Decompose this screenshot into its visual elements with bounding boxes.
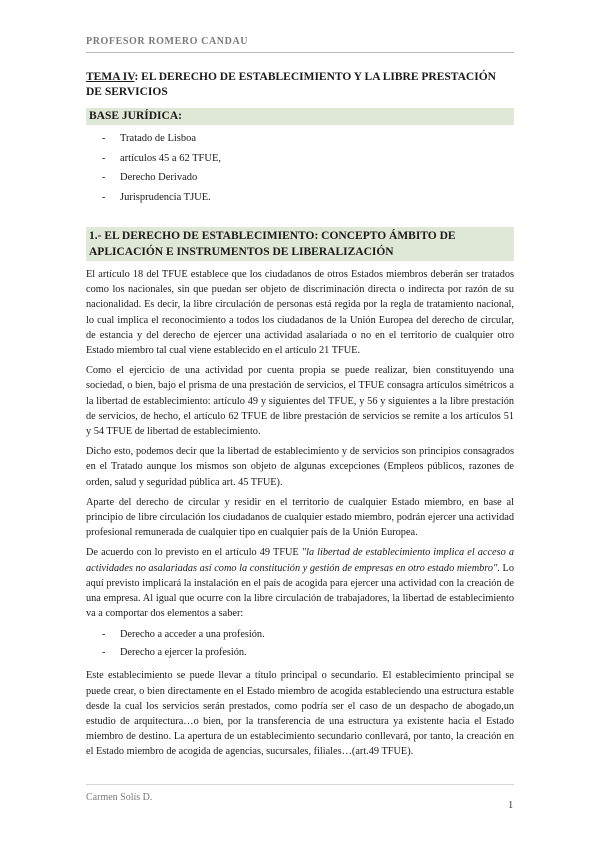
footer-author: Carmen Solís D. [86,792,153,803]
paragraph-text: Lo aquí previsto implicará la instalación en el país de acogida para ejercer una actividad con la creación de una empresa. Al igual que ocurre con la libre circulación de trabajadores, la libertad de establecimiento va a comportar dos elementos a saber: [86,562,514,620]
elements-list [86,626,514,662]
running-header: PROFESOR ROMERO CANDAU [86,36,249,47]
paragraph: Dicho esto, podemos decir que la libertad de establecimiento y de servicios son principios consagrados en el Tratado aunque los mismos son objeto de algunas excepciones (Empleos públicos, razones de orden, salud y seguridad pública art. 45 TFUE). [86,446,514,488]
list-item: - Derecho Derivado [86,168,514,188]
page-number: 1 [508,800,514,811]
header-divider [86,52,514,53]
footer-divider [86,784,514,785]
list-item: - Jurisprudencia TJUE. [86,188,514,208]
topic-label: TEMA IV [86,71,135,83]
legal-basis-heading: BASE JURÍDICA: [86,108,514,125]
topic-title-text: : EL DERECHO DE ESTABLECIMIENTO Y LA LIBRE PRESTACIÓN DE SERVICIOS [86,71,496,98]
paragraph-with-quote [86,545,514,621]
paragraph: Este establecimiento se puede llevar a título principal o secundario. El establecimiento principal se puede crear, o bien directamente en el Estado miembro de acogida estableciendo una estructura estable desde la cual los servicios serán prestados, como podría ser el caso de un despacho de abogado,un estudio de arquitectura…o bien, por la transferencia de una estructura ya existente hacia el Estado miembro de destino. La apertura de un establecimiento secundario conllevará, por tanto, la creación en el Estado miembro de acogida de agencias, sucursales, filiales…(art.49 TFUE). [86,670,514,758]
article-quote: "la libertad de establecimiento implica el acceso a actividades no asalariadas así como la constitución y gestión de empresas en otro estado miembro". [86,547,514,574]
section-title: 1.- EL DERECHO DE ESTABLECIMIENTO: CONCEPTO ÁMBITO DE APLICACIÓN E INSTRUMENTOS DE LIBERALIZACIÓN [86,227,514,261]
paragraph-text: De acuerdo con lo previsto en el artículo 49 TFUE [86,547,302,559]
list-item: - artículos 45 a 62 TFUE, [86,149,514,169]
topic-title [86,70,514,100]
paragraph: Como el ejercicio de una actividad por cuenta propia se puede realizar, bien constituyendo una sociedad, o bien, bajo el prisma de una prestación de servicios, el TFUE consagra artículos simétricos a la libertad de establecimiento: artículo 49 y siguientes del TFUE, y 56 y siguientes a la libre prestación de servicios, de hecho, el artículo 62 TFUE de libre prestación de servicios se remite a los artículos 51 y 54 TFUE de libertad de establecimiento. [86,365,514,438]
page-content [86,66,514,765]
legal-basis-list [86,129,514,207]
paragraph: Aparte del derecho de circular y residir en el territorio de cualquier Estado miembro, en base al principio de libre circulación los ciudadanos de cualquier estado miembro, podrán ejercer una actividad profesional remunerada de cualquier tipo en cualquier país de la Unión Europea. [86,496,514,539]
paragraph: El artículo 18 del TFUE establece que los ciudadanos de otros Estados miembros deberán ser tratados como los nacionales, sin que puedan ser objeto de discriminación directa o indirecta por razón de su nacionalidad. Es decir, la libre circulación de personas está regida por la regla de tratamiento nacional, lo cual implica el reconocimiento a todos los ciudadanos de la Unión Europea del derecho de circular, de estancia y del derecho de ejercer una actividad asalariada o no en el territorio de cualquier otro Estado miembro tal cual viene establecido en el artículo 21 TFUE. [86,269,514,357]
list-item: - Derecho a acceder a una profesión. [86,626,514,644]
list-item: - Derecho a ejercer la profesión. [86,644,514,662]
list-item: - Tratado de Lisboa [86,129,514,149]
